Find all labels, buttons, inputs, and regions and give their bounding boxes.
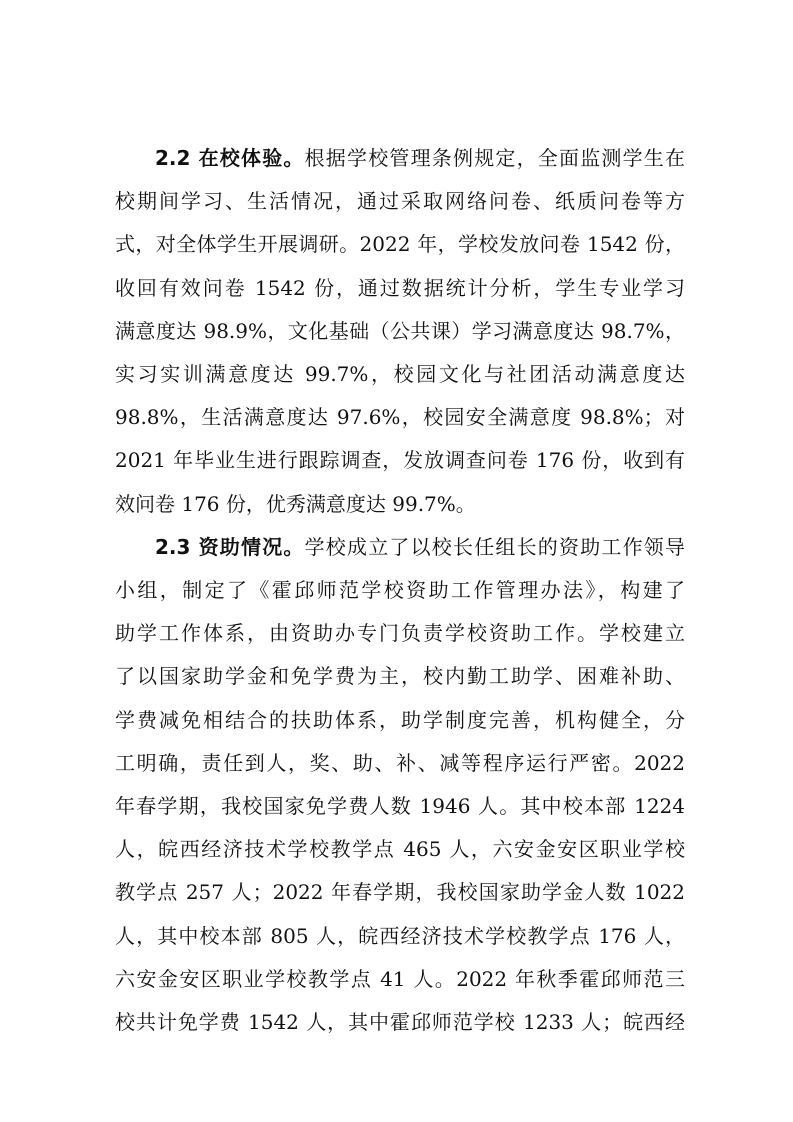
- paragraph-line: 校期间学习、生活情况，通过采取网络问卷、纸质问卷等方: [115, 189, 685, 214]
- paragraph-line: 人，其中校本部 805 人，皖西经济技术学校教学点 176 人，: [115, 923, 685, 948]
- document-body: [115, 137, 685, 1044]
- paragraph-line: 收回有效问卷 1542 份，通过数据统计分析，学生专业学习: [115, 275, 685, 300]
- paragraph-line: 98.8%，生活满意度达 97.6%，校园安全满意度 98.8%；对: [115, 405, 685, 430]
- paragraph-line: 效问卷 176 份，优秀满意度达 99.7%。: [115, 491, 476, 516]
- paragraph-line: 2.3 资助情况。学校成立了以校长任组长的资助工作领导: [155, 534, 685, 559]
- paragraph-line: 工明确，责任到人，奖、助、补、减等程序运行严密。2022: [115, 750, 685, 775]
- paragraph-line: 教学点 257 人；2022 年春学期，我校国家助学金人数 1022: [115, 880, 685, 905]
- paragraph-line: 实习实训满意度达 99.7%，校园文化与社团活动满意度达: [115, 362, 685, 387]
- section-in-school-experience: [115, 137, 685, 526]
- paragraph-line: 小组，制定了《霍邱师范学校资助工作管理办法》，构建了: [115, 578, 685, 603]
- section-financial-aid: [115, 526, 685, 1044]
- section-heading: 2.3 资助情况。: [155, 534, 305, 559]
- paragraph-line: 学费减免相结合的扶助体系，助学制度完善，机构健全，分: [115, 707, 685, 732]
- paragraph-line: 满意度达 98.9%，文化基础（公共课）学习满意度达 98.7%，: [115, 318, 685, 343]
- paragraph-line: 校共计免学费 1542 人，其中霍邱师范学校 1233 人；皖西经: [115, 1010, 685, 1035]
- paragraph-line: 六安金安区职业学校教学点 41 人。2022 年秋季霍邱师范三: [115, 966, 685, 991]
- paragraph-line: 了以国家助学金和免学费为主，校内勤工助学、困难补助、: [115, 664, 685, 689]
- paragraph-line: 2021 年毕业生进行跟踪调查，发放调查问卷 176 份，收到有: [115, 448, 685, 473]
- paragraph-line: 式，对全体学生开展调研。2022 年，学校发放问卷 1542 份，: [115, 232, 685, 257]
- paragraph-line: 2.2 在校体验。根据学校管理条例规定，全面监测学生在: [155, 146, 685, 170]
- section-heading: 2.2 在校体验。: [155, 146, 305, 170]
- paragraph-line: 助学工作体系，由资助办专门负责学校资助工作。学校建立: [115, 621, 685, 646]
- paragraph-line: 人，皖西经济技术学校教学点 465 人，六安金安区职业学校: [115, 837, 685, 862]
- paragraph-line: 年春学期，我校国家免学费人数 1946 人。其中校本部 1224: [115, 794, 685, 819]
